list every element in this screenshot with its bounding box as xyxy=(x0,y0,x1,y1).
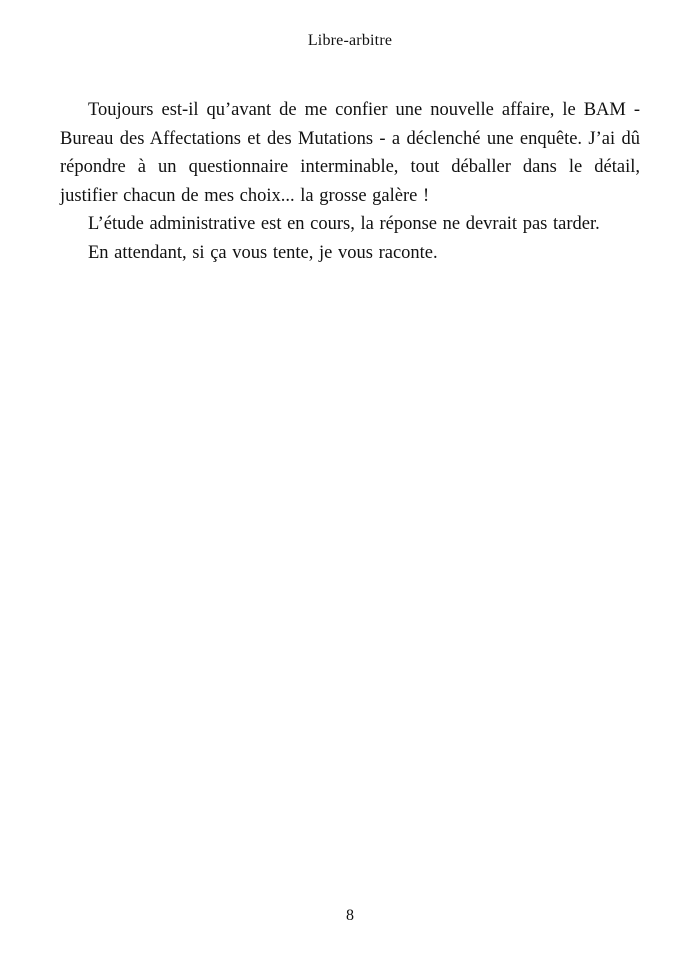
paragraph-1: Toujours est-il qu’avant de me confier une nouvelle affaire, le BAM - Bureau des Affectations et des Mutations - a déclenché une enquête. J’ai dû répondre à un questionnaire interminable, tout déballer dans le détail, justifier chacun de mes choix... la grosse galère ! xyxy=(60,100,640,206)
body-text xyxy=(60,96,640,268)
running-header-title: Libre-arbitre xyxy=(307,32,393,49)
paragraph-2: L’étude administrative est en cours, la réponse ne devrait pas tarder. xyxy=(88,214,600,235)
page-number: 8 xyxy=(346,907,354,924)
paragraph-3: En attendant, si ça vous tente, je vous raconte. xyxy=(88,242,438,263)
